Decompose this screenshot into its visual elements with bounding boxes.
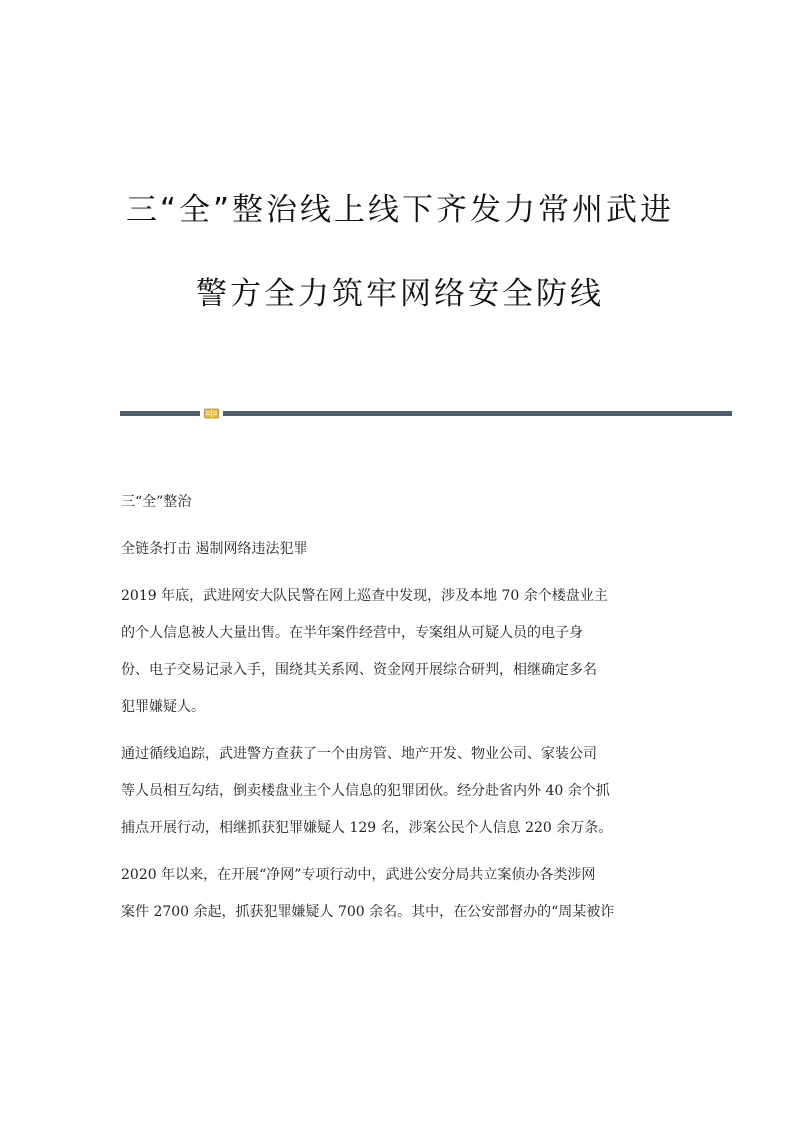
- divider-bar-right: [223, 411, 732, 416]
- paragraph-line: 份、电子交易记录入手，围绕其关系网、资金网开展综合研判，相继确定多名: [121, 662, 597, 678]
- paragraph-line: 通过循线追踪，武进警方查获了一个由房管、地产开发、物业公司、家装公司: [121, 746, 597, 762]
- paragraph-line: 2019 年底，武进网安大队民警在网上巡查中发现，涉及本地 70 余个楼盘业主: [121, 588, 608, 604]
- document-body: [121, 490, 681, 947]
- section-subheading: 全链条打击 遏制网络违法犯罪: [121, 541, 308, 557]
- paragraph-line: 的个人信息被人大量出售。在半年案件经营中，专案组从可疑人员的电子身: [121, 625, 583, 641]
- title-line-1: 三“全”整治线上线下齐发力常州武进: [125, 192, 675, 228]
- paragraph-line: 等人员相互勾结，倒卖楼盘业主个人信息的犯罪团伙。经分赴省内外 40 余个抓: [121, 783, 610, 799]
- section-heading: 三“全”整治: [121, 494, 192, 510]
- title-line-2: 警方全力筑牢网络安全防线: [196, 276, 604, 312]
- document-title: [0, 186, 800, 354]
- paragraph-line: 案件 2700 余起，抓获犯罪嫌疑人 700 余名。其中，在公安部督办的“周某被诈: [121, 904, 615, 920]
- paragraph-3: [121, 863, 681, 924]
- paragraph-line: 2020 年以来，在开展“净网”专项行动中，武进公安分局共立案侦办各类涉网: [121, 867, 596, 883]
- divider-bar-left: [120, 411, 200, 416]
- title-divider: [120, 408, 732, 418]
- paragraph-2: [121, 742, 681, 840]
- paragraph-line: 犯罪嫌疑人。: [121, 699, 205, 715]
- book-emblem-icon: [204, 408, 219, 419]
- paragraph-line: 捕点开展行动，相继抓获犯罪嫌疑人 129 名，涉案公民个人信息 220 余万条。: [121, 820, 613, 836]
- paragraph-1: [121, 584, 681, 719]
